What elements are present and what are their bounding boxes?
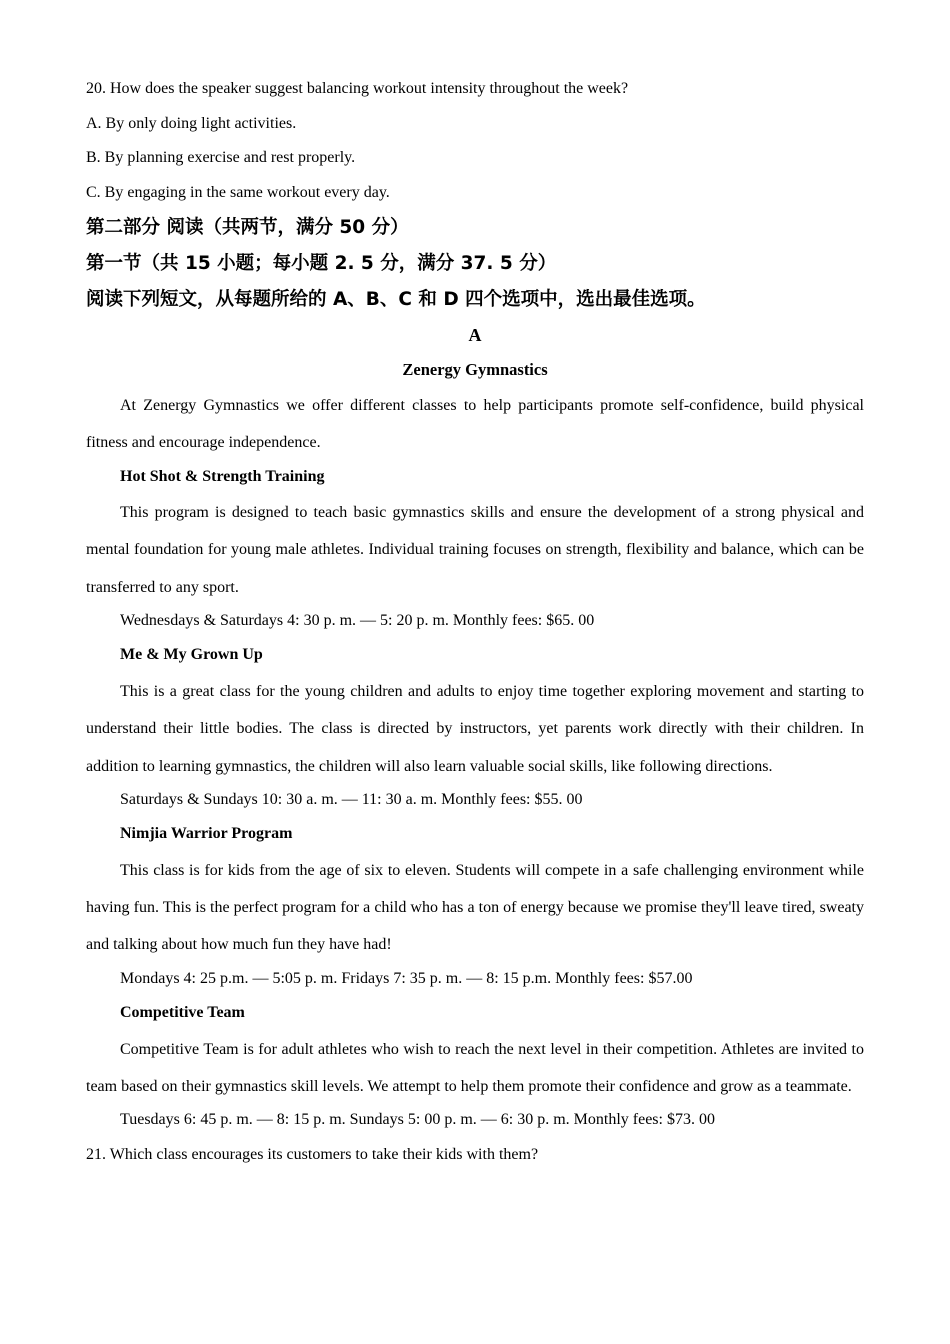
- question-20-option-a: A. By only doing light activities.: [86, 114, 297, 132]
- reading-instruction: 阅读下列短文，从每题所给的 A、B、C 和 D 四个选项中，选出最佳选项。: [86, 289, 706, 310]
- program-title: Hot Shot & Strength Training: [120, 467, 325, 485]
- program-description: This class is for kids from the age of six to eleven. Students will compete in a safe challenging environment while having fun. This is the perfect program for a child who has a ton of energy because we promise they'll leave tired, sweaty and talking about how much fun they have had!: [86, 861, 864, 954]
- program-title: Me & My Grown Up: [120, 646, 263, 664]
- program-description: This is a great class for the young children and adults to enjoy time together exploring movement and starting to understand their little bodies. The class is directed by instructors, yet parents work directly with their children. In addition to learning gymnastics, the children will also learn valuable social skills, like following directions.: [86, 682, 864, 775]
- program-schedule: Saturdays & Sundays 10: 30 a. m. — 11: 30 a. m. Monthly fees: $55. 00: [120, 790, 583, 808]
- section-one-title: 第一节（共 15 小题；每小题 2. 5 分，满分 37. 5 分）: [86, 253, 557, 274]
- question-20-option-b: B. By planning exercise and rest properly.: [86, 149, 356, 166]
- program-schedule: Mondays 4: 25 p.m. — 5:05 p. m. Fridays 7: 35 p. m. — 8: 15 p.m. Monthly fees: $57.00: [120, 969, 693, 987]
- program-title: Nimjia Warrior Program: [120, 825, 293, 843]
- program-description: This program is designed to teach basic gymnastics skills and ensure the development of a strong physical and mental foundation for young male athletes. Individual training focuses on strength, flexibility and balance, which can be transferred to any sport.: [86, 504, 864, 596]
- part-two-title: 第二部分 阅读（共两节，满分 50 分）: [86, 217, 409, 238]
- program-schedule: Tuesdays 6: 45 p. m. — 8: 15 p. m. Sundays 5: 00 p. m. — 6: 30 p. m. Monthly fees: $73. 00: [120, 1111, 715, 1129]
- passage-intro: At Zenergy Gymnastics we offer different classes to help participants promote self-confidence, build physical fitness and encourage independence.: [86, 397, 864, 452]
- program-title: Competitive Team: [120, 1004, 245, 1022]
- question-20-option-c: C. By engaging in the same workout every day.: [86, 183, 390, 201]
- question-20-stem: 20. How does the speaker suggest balancing workout intensity throughout the week?: [86, 80, 629, 97]
- program-schedule: Wednesdays & Saturdays 4: 30 p. m. — 5: 20 p. m. Monthly fees: $65. 00: [120, 611, 595, 629]
- question-21-stem: 21. Which class encourages its customers to take their kids with them?: [86, 1145, 539, 1163]
- passage-letter: A: [468, 325, 482, 345]
- passage-title: Zenergy Gymnastics: [402, 360, 548, 379]
- exam-page: [86, 78, 864, 1178]
- program-description: Competitive Team is for adult athletes who wish to reach the next level in their competition. Athletes are invited to team based on their gymnastics skill levels. We attempt to help them promote their confidence and grow as a teammate.: [86, 1040, 864, 1096]
